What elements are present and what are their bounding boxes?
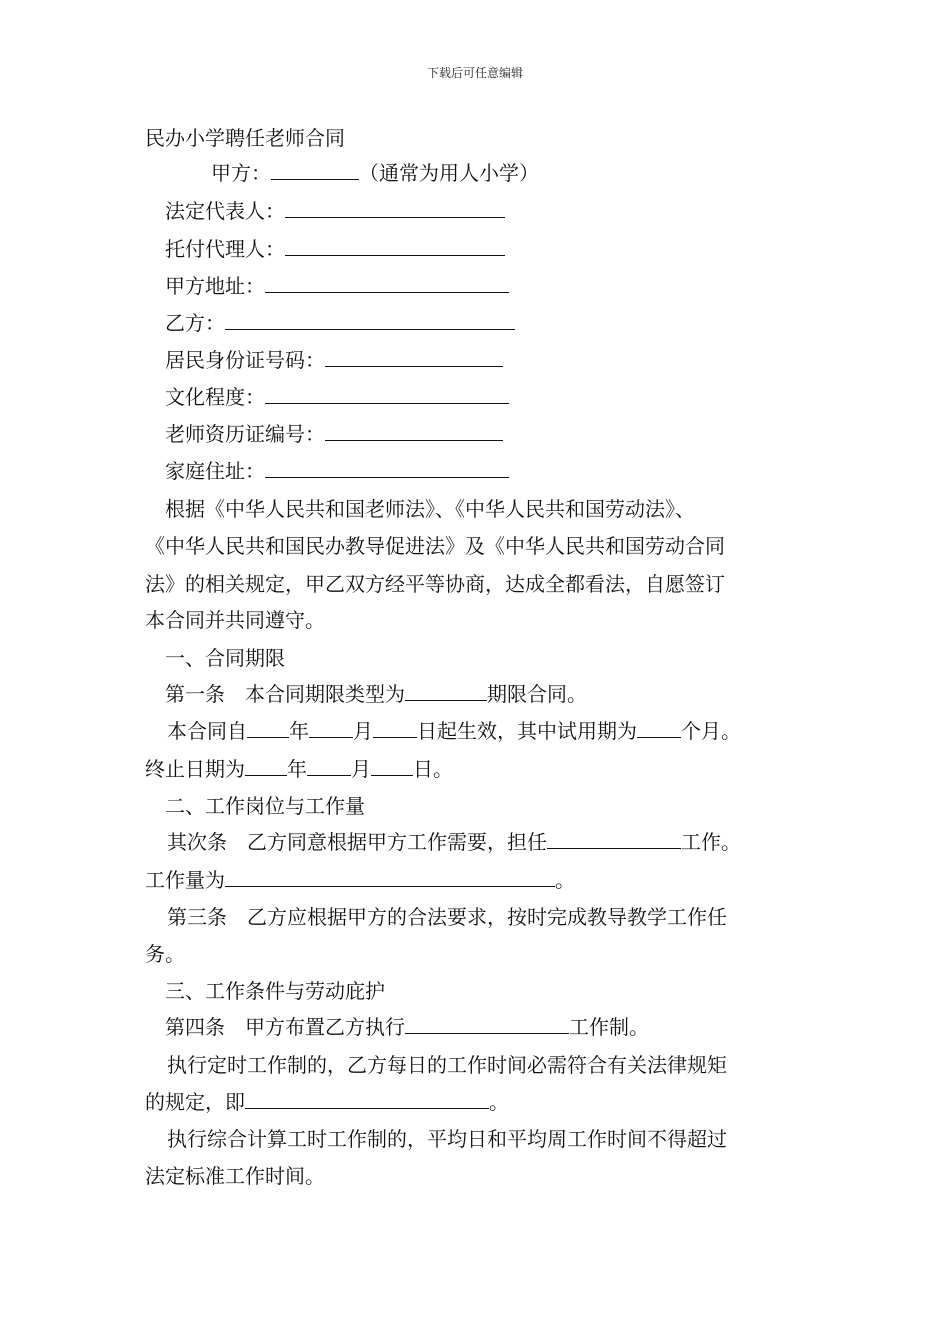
end-year-blank	[245, 757, 287, 776]
legal-rep-label: 法定代表人：	[165, 199, 285, 223]
party-a-blank	[271, 161, 359, 180]
party-a-line	[211, 160, 539, 186]
work-system-blank	[405, 1015, 569, 1034]
article-2	[167, 829, 741, 855]
education-label: 文化程度：	[165, 385, 265, 409]
fixed-hours-line-2	[145, 1089, 509, 1115]
legal-rep-line	[165, 198, 505, 224]
workload-line	[145, 867, 575, 893]
party-b-label: 乙方：	[165, 311, 225, 335]
start-year-blank	[247, 719, 289, 738]
document-title: 民办小学聘任老师合同	[145, 126, 345, 150]
effective-end: 个月。	[681, 719, 741, 743]
cert-label: 老师资历证编号：	[165, 422, 325, 446]
home-address-blank	[265, 459, 509, 478]
cert-line	[165, 421, 503, 447]
start-day-blank	[373, 719, 417, 738]
address-a-label: 甲方地址：	[165, 274, 265, 298]
effective-mid: 日起生效，其中试用期为	[417, 719, 637, 743]
section-3-heading: 三、工作条件与劳动庇护	[165, 979, 385, 1003]
end-date-end: 日。	[413, 757, 453, 781]
section-2-heading: 二、工作岗位与工作量	[165, 794, 365, 818]
address-a-blank	[265, 274, 509, 293]
trial-months-blank	[637, 719, 681, 738]
article-4-text: 第四条 甲方布置乙方执行	[165, 1015, 405, 1039]
article-1	[165, 681, 587, 707]
end-date-line	[145, 756, 453, 782]
agent-blank	[285, 237, 505, 256]
position-blank	[547, 830, 681, 849]
fixed-hours-blank	[245, 1090, 489, 1109]
preamble-line-4: 本合同并共同遵守。	[145, 608, 325, 632]
year-label: 年	[289, 719, 309, 743]
cert-blank	[325, 422, 503, 441]
fixed-hours-line-1: 执行定时工作制的，乙方每日的工作时间必需符合有关法律规矩	[167, 1053, 727, 1077]
article-2-end: 工作。	[681, 830, 741, 854]
end-month-label: 月	[351, 757, 371, 781]
home-address-label: 家庭住址：	[165, 459, 265, 483]
workload-period: 。	[555, 868, 575, 892]
article-3-line-2: 务。	[145, 942, 185, 966]
month-label: 月	[353, 719, 373, 743]
end-date-label: 终止日期为	[145, 757, 245, 781]
article-4-end: 工作制。	[569, 1015, 649, 1039]
article-4	[165, 1014, 649, 1040]
effective-start: 本合同自	[167, 719, 247, 743]
id-line	[165, 347, 503, 373]
effective-line	[167, 718, 741, 744]
fixed-hours-period: 。	[489, 1090, 509, 1114]
section-1-heading: 一、合同期限	[165, 646, 285, 670]
agent-line	[165, 236, 505, 262]
agent-label: 托付代理人：	[165, 237, 285, 261]
id-blank	[325, 348, 503, 367]
education-line	[165, 384, 509, 410]
comprehensive-hours-line-1: 执行综合计算工时工作制的，平均日和平均周工作时间不得超过	[167, 1127, 727, 1151]
preamble-line-2: 《中华人民共和国民办教导促进法》及《中华人民共和国劳动合同	[145, 534, 725, 558]
legal-rep-blank	[285, 199, 505, 218]
address-a-line	[165, 273, 509, 299]
preamble-line-1: 根据《中华人民共和国老师法》、《中华人民共和国劳动法》、	[165, 497, 695, 521]
end-year-label: 年	[287, 757, 307, 781]
start-month-blank	[309, 719, 353, 738]
article-1-text: 第一条 本合同期限类型为	[165, 682, 405, 706]
article-3-line-1: 第三条 乙方应根据甲方的合法要求，按时完成教导教学工作任	[167, 905, 727, 929]
party-a-label: 甲方：	[211, 161, 271, 185]
party-b-blank	[225, 311, 515, 330]
end-day-blank	[371, 757, 413, 776]
workload-label: 工作量为	[145, 868, 225, 892]
preamble-line-3: 法》的相关规定，甲乙双方经平等协商，达成全都看法，自愿签订	[145, 572, 725, 596]
page-header: 下载后可任意编辑	[426, 66, 523, 80]
education-blank	[265, 385, 509, 404]
party-a-note: （通常为用人小学）	[359, 161, 539, 185]
comprehensive-hours-line-2: 法定标准工作时间。	[145, 1164, 325, 1188]
article-2-text: 其次条 乙方同意根据甲方工作需要，担任	[167, 830, 547, 854]
article-1-end: 期限合同。	[487, 682, 587, 706]
term-type-blank	[405, 682, 487, 701]
end-month-blank	[307, 757, 351, 776]
party-b-line	[165, 310, 515, 336]
home-address-line	[165, 458, 509, 484]
fixed-hours-text: 的规定，即	[145, 1090, 245, 1114]
id-label: 居民身份证号码：	[165, 348, 325, 372]
workload-blank	[225, 868, 555, 887]
